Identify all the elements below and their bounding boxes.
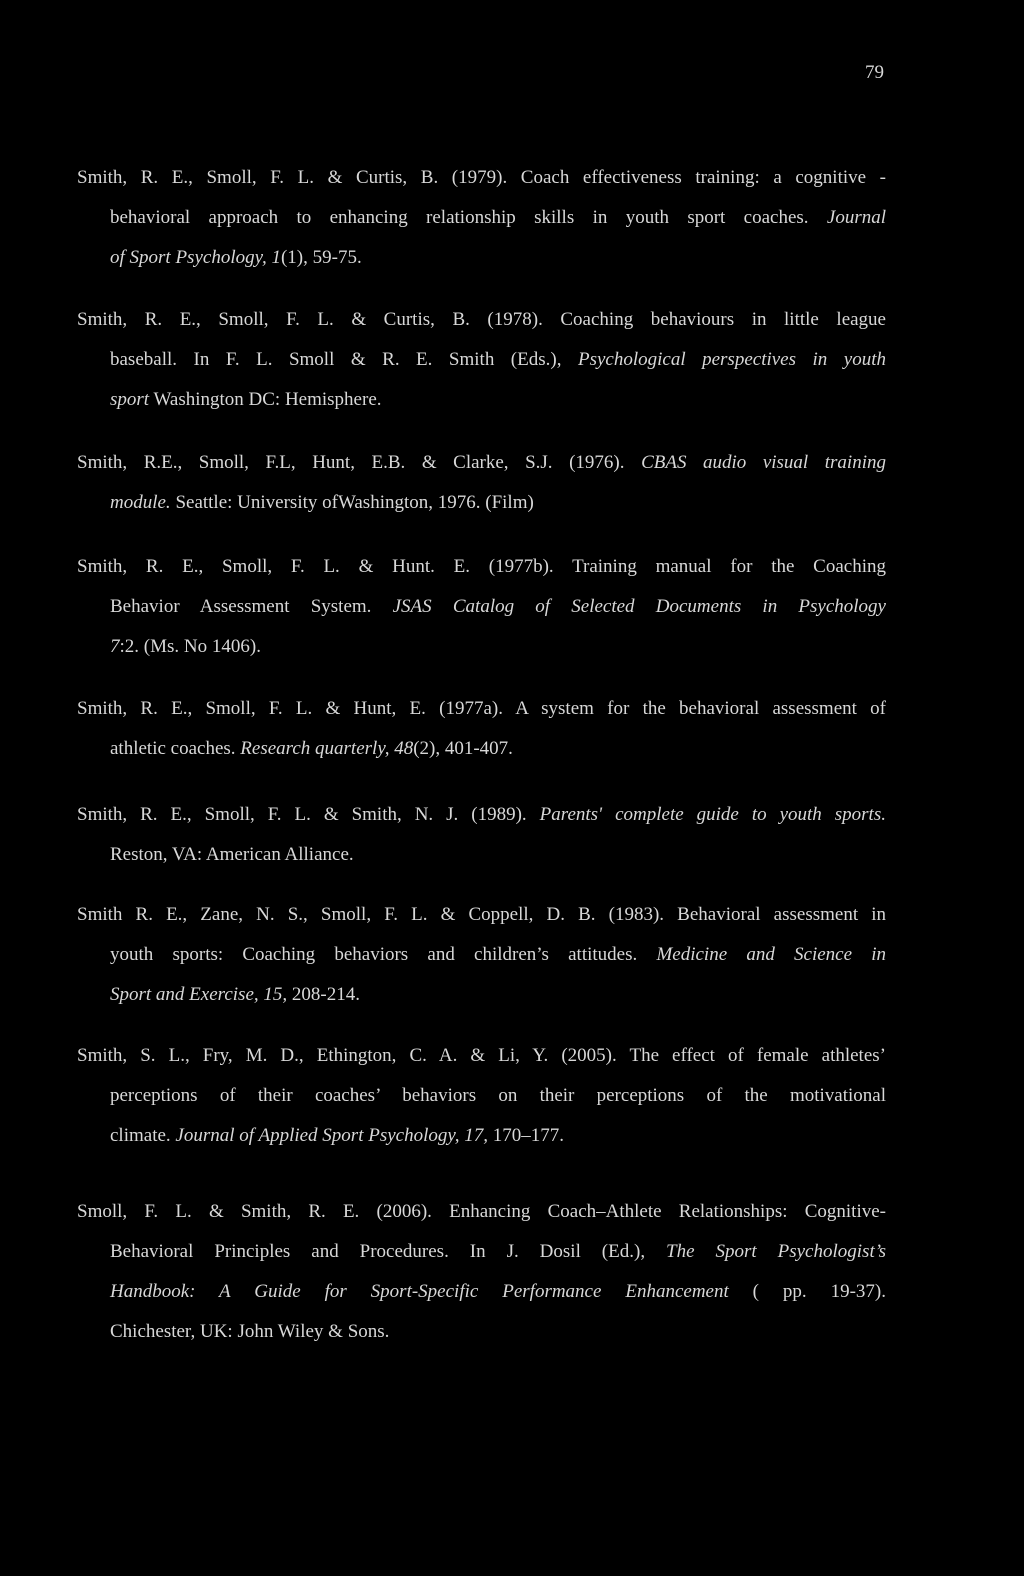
reference-line xyxy=(77,795,886,835)
reference-text-segment: Smith, R. E., Smoll, F. L. & Smith, N. J. (1989). xyxy=(77,804,540,825)
reference-text-segment: :2. (Ms. No 1406). xyxy=(119,636,261,657)
reference-text-segment: baseball. In F. L. Smoll & R. E. Smith (Eds.), xyxy=(110,349,578,370)
reference-entry xyxy=(77,300,886,420)
reference-line xyxy=(77,1312,886,1352)
reference-entry xyxy=(77,158,886,278)
reference-text-segment: Smoll, F. L. & Smith, R. E. (2006). Enhancing Coach–Athlete Relationships: Cognitive- xyxy=(77,1201,886,1222)
reference-text-segment: 170–177. xyxy=(488,1125,565,1146)
reference-line xyxy=(77,729,886,769)
reference-text-segment: Washington DC: Hemisphere. xyxy=(149,389,382,410)
reference-entry xyxy=(77,795,886,875)
reference-text-segment: athletic coaches. xyxy=(110,738,241,759)
reference-italic-segment: module. xyxy=(110,492,171,513)
page-number: 79 xyxy=(865,62,884,83)
reference-text-segment: (2), 401-407. xyxy=(413,738,513,759)
reference-line xyxy=(77,935,886,975)
reference-italic-segment: CBAS audio visual training xyxy=(641,452,886,473)
reference-line xyxy=(77,835,886,875)
reference-line xyxy=(77,587,886,627)
reference-entry xyxy=(77,547,886,667)
reference-line xyxy=(77,627,886,667)
reference-text-segment: Smith, R. E., Smoll, F. L. & Hunt, E. (1977a). A system for the behavioral assessment of xyxy=(77,698,886,719)
reference-text-segment: Behavioral Principles and Procedures. In J. Dosil (Ed.), xyxy=(110,1241,667,1262)
reference-line xyxy=(77,1192,886,1232)
reference-line xyxy=(77,1232,886,1272)
reference-line xyxy=(77,689,886,729)
reference-text-segment: 208-214. xyxy=(287,984,360,1005)
reference-text-segment: Smith, R.E., Smoll, F.L, Hunt, E.B. & Clarke, S.J. (1976). xyxy=(77,452,642,473)
reference-entry xyxy=(77,1036,886,1156)
reference-line xyxy=(77,1116,886,1156)
reference-line xyxy=(77,895,886,935)
reference-italic-segment: Psychological perspectives in youth xyxy=(577,349,886,370)
reference-line xyxy=(77,547,886,587)
reference-italic-segment: of Sport Psychology, 1 xyxy=(110,247,281,268)
reference-text-segment: behavioral approach to enhancing relationship skills in youth sport coaches. xyxy=(110,207,827,228)
reference-italic-segment: Journal xyxy=(826,207,886,228)
reference-text-segment: Seattle: University ofWashington, 1976. (Film) xyxy=(170,492,534,513)
reference-entry xyxy=(77,895,886,1015)
reference-text-segment: Reston, VA: American Alliance. xyxy=(110,844,354,865)
reference-line xyxy=(77,198,886,238)
reference-text-segment: Behavior Assessment System. xyxy=(110,596,393,617)
reference-text-segment: Smith, R. E., Smoll, F. L. & Hunt. E. (1977b). Training manual for the Coaching xyxy=(77,556,886,577)
reference-italic-segment: sport xyxy=(110,389,150,410)
reference-text-segment: Smith R. E., Zane, N. S., Smoll, F. L. & Coppell, D. B. (1983). Behavioral assessment in xyxy=(77,904,886,925)
reference-italic-segment: The Sport Psychologist’s xyxy=(666,1241,886,1262)
reference-line xyxy=(77,340,886,380)
reference-line xyxy=(77,483,886,523)
reference-italic-segment: Research quarterly, 48 xyxy=(240,738,414,759)
reference-text-segment: perceptions of their coaches’ behaviors on their perceptions of the motivational xyxy=(110,1085,886,1106)
reference-text-segment: ( pp. 19-37). xyxy=(728,1281,887,1302)
reference-line xyxy=(77,158,886,198)
reference-entry xyxy=(77,443,886,523)
reference-text-segment: youth sports: Coaching behaviors and children’s attitudes. xyxy=(110,944,657,965)
reference-line xyxy=(77,300,886,340)
reference-text-segment: Chichester, UK: John Wiley & Sons. xyxy=(110,1321,390,1342)
reference-entry xyxy=(77,689,886,769)
reference-text-segment: Smith, R. E., Smoll, F. L. & Curtis, B. (1979). Coach effectiveness training: a cognitive - xyxy=(77,167,886,188)
reference-entry xyxy=(77,1192,886,1352)
reference-italic-segment: Parents' complete guide to youth sports. xyxy=(539,804,886,825)
reference-line xyxy=(77,238,886,278)
reference-italic-segment: Handbook: A Guide for Sport-Specific Performance Enhancement xyxy=(110,1281,729,1302)
reference-text-segment: Smith, S. L., Fry, M. D., Ethington, C. A. & Li, Y. (2005). The effect of female athletes’ xyxy=(77,1045,886,1066)
reference-line xyxy=(77,1272,886,1312)
reference-italic-segment: JSAS Catalog of Selected Documents in Psychology xyxy=(392,596,886,617)
reference-text-segment: Smith, R. E., Smoll, F. L. & Curtis, B. (1978). Coaching behaviours in little league xyxy=(77,309,886,330)
reference-italic-segment: 7 xyxy=(110,636,120,657)
reference-text-segment: (1), 59-75. xyxy=(280,247,362,268)
reference-italic-segment: Sport and Exercise, 15, xyxy=(110,984,288,1005)
reference-line xyxy=(77,975,886,1015)
reference-line xyxy=(77,443,886,483)
reference-line xyxy=(77,380,886,420)
reference-text-segment: climate. xyxy=(110,1125,176,1146)
reference-line xyxy=(77,1036,886,1076)
reference-italic-segment: Journal of Applied Sport Psychology, 17, xyxy=(175,1125,489,1146)
reference-line xyxy=(77,1076,886,1116)
reference-italic-segment: Medicine and Science in xyxy=(656,944,886,965)
